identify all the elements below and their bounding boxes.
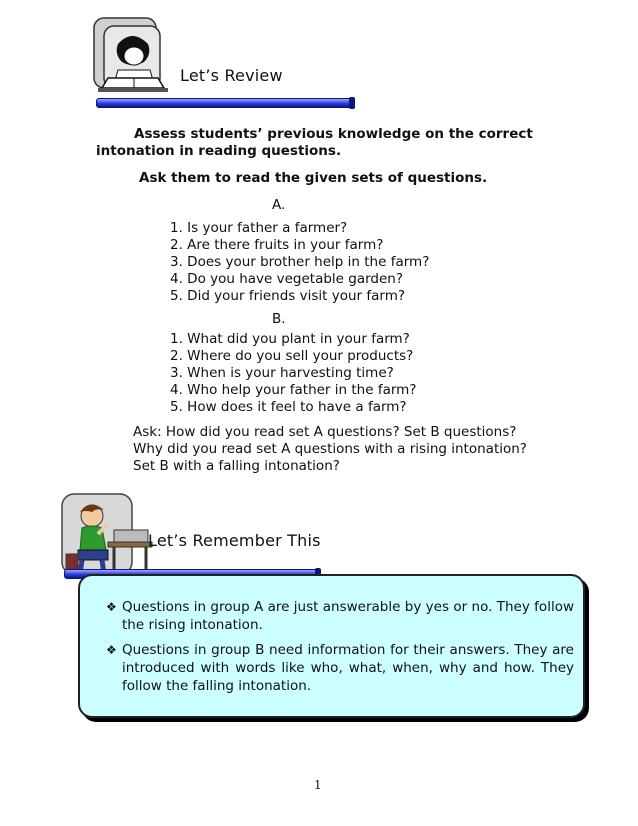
set-b-label: B.: [272, 311, 286, 327]
remember-bullet-b: [106, 641, 574, 695]
remember-bullet-a: [106, 598, 574, 634]
diamond-bullet-icon: ❖: [106, 600, 117, 614]
lets-remember-heading: Let’s Remember This: [148, 531, 321, 550]
student-thinking-icon: [58, 490, 153, 580]
ask-line2: Why did you read set A questions with a rising intonation?: [133, 441, 527, 457]
review-heading-bar: [96, 98, 354, 108]
question-item: 1. What did you plant in your farm?: [170, 331, 410, 347]
bullet-text: Questions in group B need information for their answers. They are introduced with words like who, what, when, why and how. They follow the falling intonation.: [122, 642, 574, 694]
question-item: 3. When is your harvesting time?: [170, 365, 394, 381]
set-a-label: A.: [272, 197, 286, 213]
lets-review-heading: Let’s Review: [180, 66, 283, 85]
set-a-questions: [170, 220, 429, 305]
question-item: 5. How does it feel to have a farm?: [170, 399, 407, 415]
diamond-bullet-icon: ❖: [106, 643, 117, 657]
question-item: 3. Does your brother help in the farm?: [170, 254, 430, 270]
ask-line1: Ask: How did you read set A questions? Set B questions?: [133, 424, 517, 440]
question-item: 2. Are there fruits in your farm?: [170, 237, 384, 253]
page-number: 1: [314, 778, 322, 792]
question-item: 4. Who help your father in the farm?: [170, 382, 417, 398]
question-item: 5. Did your friends visit your farm?: [170, 288, 406, 304]
question-item: 4. Do you have vegetable garden?: [170, 271, 404, 287]
set-b-questions: [170, 331, 416, 416]
review-intro-line1: Assess students’ previous knowledge on the correct: [134, 126, 533, 142]
student-reading-icon: [88, 12, 174, 107]
remember-box: [78, 574, 585, 718]
question-item: 1. Is your father a farmer?: [170, 220, 348, 236]
ask-line3: Set B with a falling intonation?: [133, 458, 340, 474]
review-instruction: Ask them to read the given sets of questions.: [139, 170, 488, 186]
bullet-text: Questions in group A are just answerable by yes or no. They follow the rising intonation.: [122, 599, 574, 633]
question-item: 2. Where do you sell your products?: [170, 348, 414, 364]
review-intro-line2: intonation in reading questions.: [96, 143, 342, 159]
